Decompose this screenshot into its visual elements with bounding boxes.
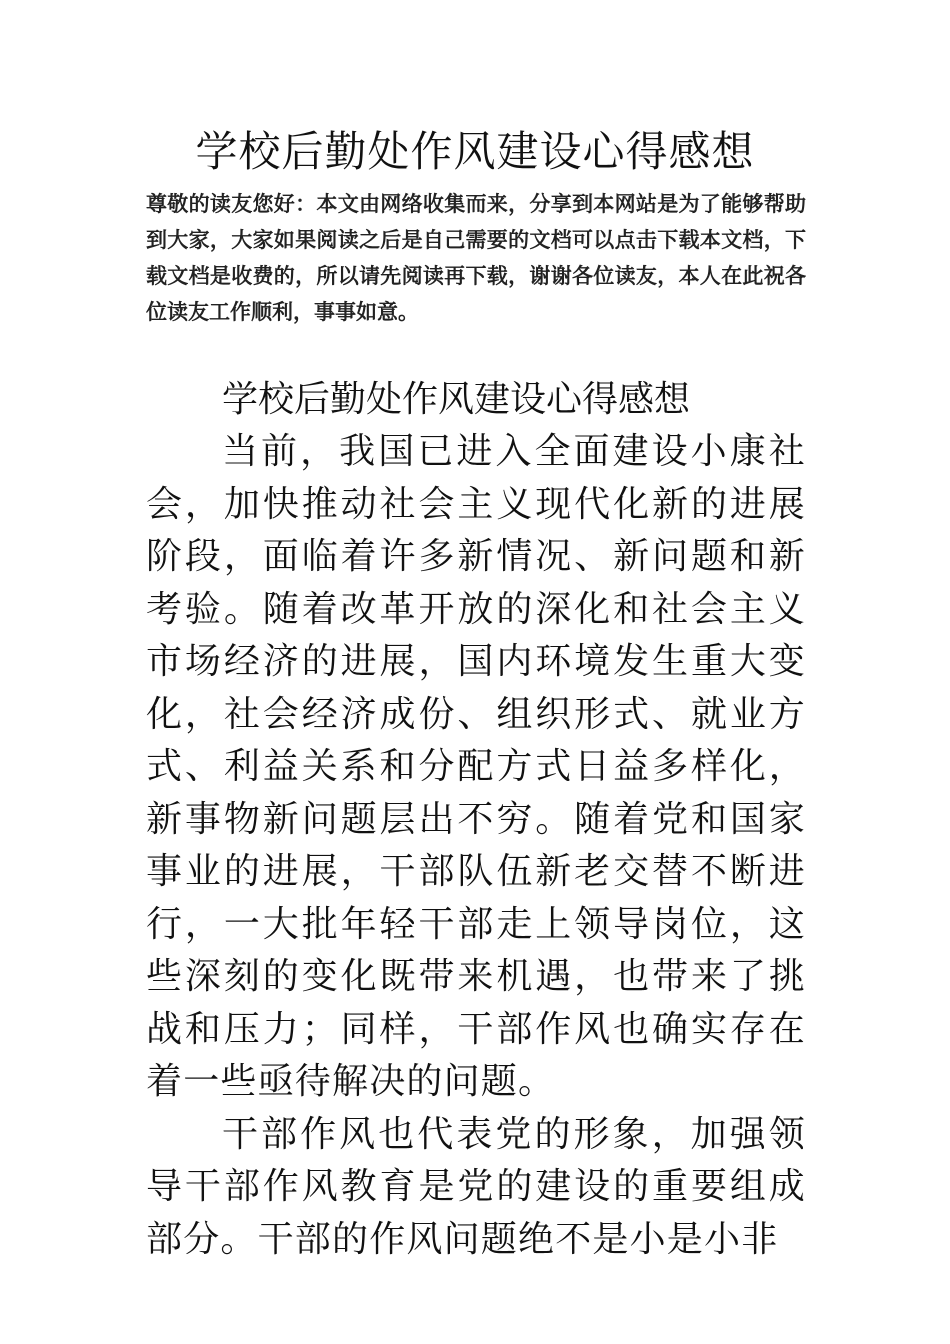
paragraph-2: 干部作风也代表党的形象，加强领导干部作风教育是党的建设的重要组成部分。干部的作风问题绝不是小是小非 [146, 1113, 806, 1260]
reader-notice: 尊敬的读友您好：本文由网络收集而来，分享到本网站是为了能够帮助到大家，大家如果阅读之后是自己需要的文档可以点击下载本文档，下载文档是收费的，所以请先阅读再下载，谢谢各位读友，本人在此祝各位读友工作顺利，事事如意。 [146, 192, 806, 324]
document-title: 学校后勤处作风建设心得感想 [195, 127, 755, 176]
body-title: 学校后勤处作风建设心得感想 [222, 379, 691, 420]
paragraph-1: 当前，我国已进入全面建设小康社会，加快推动社会主义现代化新的进展阶段，面临着许多新情况、新问题和新考验。随着改革开放的深化和社会主义市场经济的进展，国内环境发生重大变化，社会经济成份、组织形式、就业方式、利益关系和分配方式日益多样化，新事物新问题层出不穷。随着党和国家事业的进展，干部队伍新老交替不断进行，一大批年轻干部走上领导岗位，这些深刻的变化既带来机遇，也带来了挑战和压力；同样，干部作风也确实存在着一些亟待解决的问题。 [146, 431, 806, 1102]
document-body [146, 374, 806, 1266]
